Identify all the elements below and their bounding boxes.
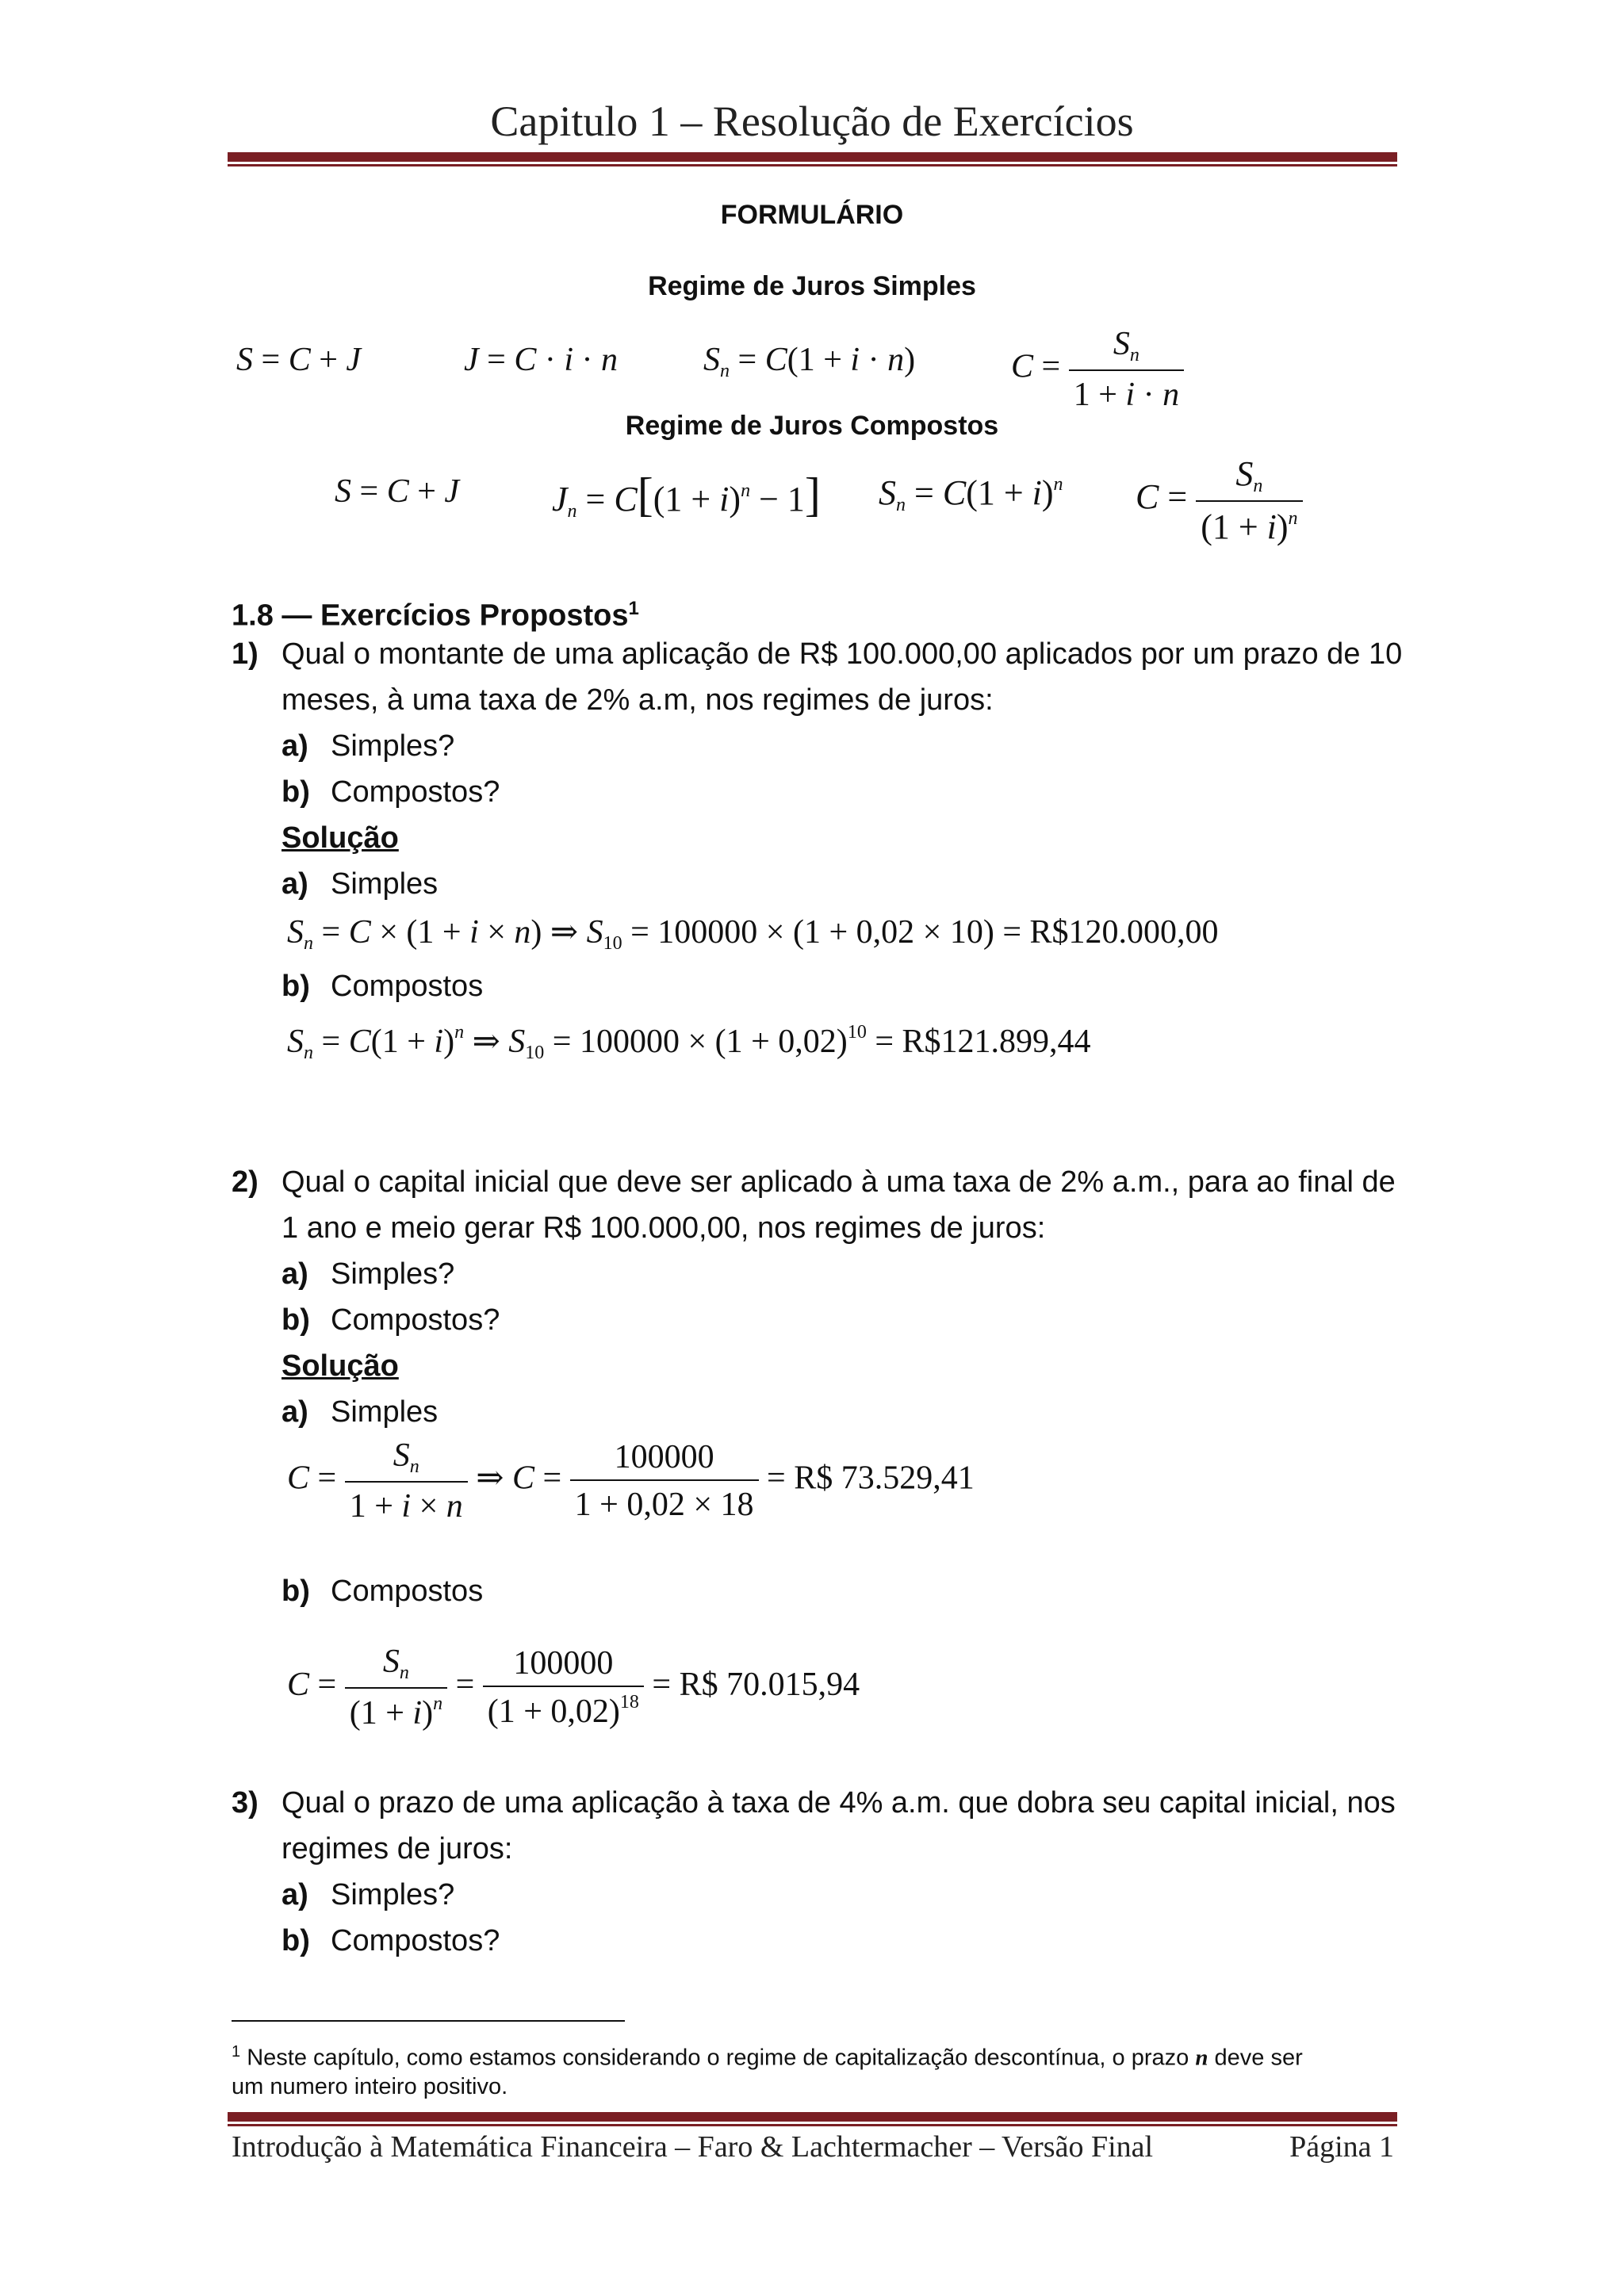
- formulario-title: FORMULÁRIO: [720, 200, 904, 230]
- compostos-title: Regime de Juros Compostos: [625, 411, 999, 441]
- exercise-1-sol-b-text: Compostos: [331, 970, 484, 1003]
- header-rule-thin: [228, 164, 1397, 166]
- exercise-1-sol-a-text: Simples: [331, 867, 439, 901]
- exercise-1-b-text: Compostos?: [331, 775, 500, 809]
- exercise-1-solucao: Solução: [282, 821, 399, 855]
- formula-sn-simples: $S_n = C(1 + i \cdot n)$: [703, 342, 916, 381]
- formula-c-compostos: C = $\frac{S_n}{(1 + i)^n}$: [1136, 453, 1303, 547]
- exercise-1-a-text: Simples?: [331, 729, 455, 763]
- section-heading: 1.8 — Exercícios Propostos$^1$: [232, 598, 639, 633]
- exercise-2-number: 2): [232, 1165, 259, 1199]
- exercise-3-number: 3): [232, 1786, 259, 1820]
- page-title: Capitulo 1 – Resolução de Exercícios: [490, 98, 1134, 145]
- exercise-2-sol-a-text: Simples: [331, 1395, 439, 1429]
- exercise-1-number: 1): [232, 637, 259, 671]
- exercise-2-sol-a-label: a): [282, 1395, 308, 1429]
- exercise-2-solucao: Solução: [282, 1349, 399, 1383]
- exercise-2-b-text: Compostos?: [331, 1303, 500, 1337]
- exercise-2-sol-b-text: Compostos: [331, 1575, 484, 1608]
- formula-c-simples: C = $\frac{S_n}{1 + i \cdot n}$: [1011, 325, 1184, 414]
- exercise-3-b-label: b): [282, 1924, 310, 1957]
- footnote-separator: [232, 2020, 625, 2022]
- exercise-3-line2: regimes de juros:: [282, 1832, 513, 1866]
- formula-s-c-j-compostos: S = C + J: [335, 473, 460, 510]
- exercise-2-a-text: Simples?: [331, 1257, 455, 1291]
- exercise-2-formula-a: C = $\frac{S_n}{1 + i \times n}$ ⇒ C = $\frac{100000}{1 + 0,02 \times 18}$ = R$ 73.529,41: [287, 1437, 975, 1525]
- exercise-2-line2: 1 ano e meio gerar R$ 100.000,00, nos regimes de juros:: [282, 1211, 1046, 1245]
- exercise-2-formula-b: C = $\frac{S_n}{(1 + i)^n}$ = $\frac{100000}{(1 + 0,02)^{18}}$ = R$ 70.015,94: [287, 1644, 860, 1732]
- formula-j-simples: J = C · i · n: [464, 342, 619, 378]
- formula-sn-compostos: $S_n = C(1 + i)^n$: [879, 473, 1063, 515]
- exercise-3-b-text: Compostos?: [331, 1924, 500, 1957]
- exercise-2-sol-b-label: b): [282, 1575, 310, 1608]
- exercise-2-a-label: a): [282, 1257, 308, 1291]
- exercise-1-formula-a: $S_n = C \times (1 + i \times n)$ ⇒ $S_{10} = 100000 \times (1 + 0,02 \times 10)$ = R$120.000,00: [287, 914, 1219, 954]
- exercise-1-formula-b: $S_n = C(1 + i)^n$ ⇒ $S_{10} = 100000 \times (1 + 0,02)^{10}$ = R$121.899,44: [287, 1022, 1091, 1063]
- formula-jn-compostos: $J_n = C[(1 + i)^n - 1]$: [552, 469, 821, 522]
- footer-book-title: Introdução à Matemática Financeira – Faro & Lachtermacher – Versão Final: [232, 2130, 1154, 2164]
- simples-title: Regime de Juros Simples: [648, 271, 976, 301]
- exercise-1-a-label: a): [282, 729, 308, 763]
- footer-rule: [228, 2112, 1397, 2122]
- footnote-line2: um numero inteiro positivo.: [232, 2074, 508, 2099]
- exercise-1-sol-a-label: a): [282, 867, 308, 901]
- exercise-3-line1: Qual o prazo de uma aplicação à taxa de 4% a.m. que dobra seu capital inicial, nos: [282, 1786, 1396, 1820]
- exercise-3-a-text: Simples?: [331, 1878, 455, 1911]
- exercise-1-sol-b-label: b): [282, 970, 310, 1003]
- footer-page-number: Página 1: [1289, 2130, 1394, 2164]
- exercise-1-line2: meses, à uma taxa de 2% a.m, nos regimes de juros:: [282, 683, 994, 717]
- exercise-2-line1: Qual o capital inicial que deve ser aplicado à uma taxa de 2% a.m., para ao final de: [282, 1165, 1396, 1199]
- exercise-1-line1: Qual o montante de uma aplicação de R$ 100.000,00 aplicados por um prazo de 10: [282, 637, 1403, 671]
- footnote-line1: $^1$ Neste capítulo, como estamos considerando o regime de capitalização descontínua, o prazo n deve ser: [232, 2043, 1303, 2071]
- exercise-2-b-label: b): [282, 1303, 310, 1337]
- header-rule: [228, 152, 1397, 162]
- exercise-1-b-label: b): [282, 775, 310, 809]
- footer-rule-thin: [228, 2124, 1397, 2126]
- formula-s-c-j: S = C + J: [236, 342, 362, 378]
- exercise-3-a-label: a): [282, 1878, 308, 1911]
